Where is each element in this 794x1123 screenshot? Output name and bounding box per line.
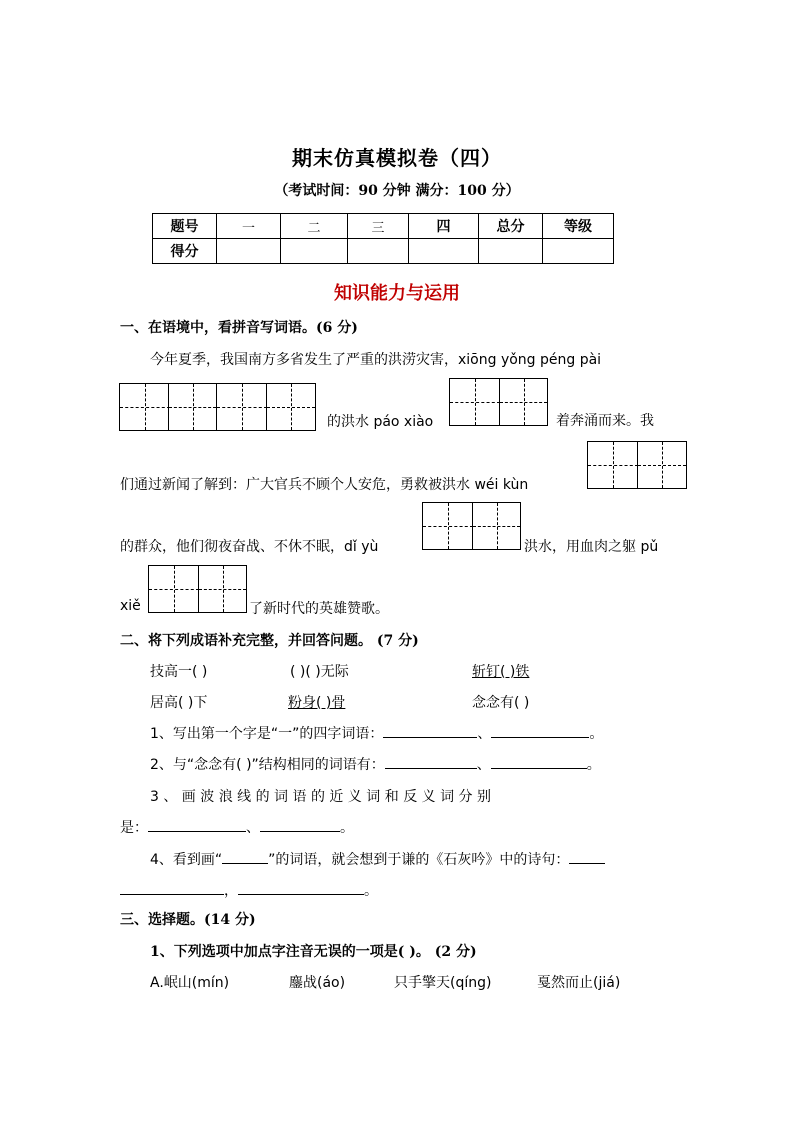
exam-subtitle: （考试时间：90 分钟 满分：100 分） <box>274 183 520 199</box>
answer-blank[interactable] <box>491 737 589 738</box>
table-cell: 得分 <box>153 239 217 264</box>
q3-heading: 三、选择题。(14 分) <box>120 912 256 928</box>
period: 。 <box>589 726 604 742</box>
separator: 、 <box>246 820 260 836</box>
pinyin-box-1b[interactable] <box>216 383 316 431</box>
q2-sub2-text: 2、与“念念有( )”结构相同的词语有： <box>150 757 385 773</box>
table-cell: 总分 <box>479 214 543 239</box>
answer-blank[interactable] <box>383 737 477 738</box>
score-cell[interactable] <box>409 239 479 264</box>
q2-sub4-text-a: 4、看到画“ <box>150 852 223 868</box>
q1-heading: 一、在语境中，看拼音写词语。(6 分) <box>120 320 358 336</box>
answer-blank[interactable] <box>120 894 224 895</box>
table-row <box>153 214 614 239</box>
q1-line4b: 洪水，用血肉之躯 pǔ <box>524 539 659 555</box>
section-title: 知识能力与运用 <box>334 283 460 304</box>
period: 。 <box>364 883 378 899</box>
q2-sub3b <box>120 817 354 837</box>
q2-sub4-line2 <box>120 880 378 900</box>
answer-blank[interactable] <box>569 863 605 864</box>
answer-blank[interactable] <box>385 768 477 769</box>
option-a[interactable]: A.岷山(mín) <box>150 975 230 991</box>
answer-blank[interactable] <box>222 863 268 864</box>
pinyin-box-5[interactable] <box>148 565 247 613</box>
table-cell: 一 <box>217 214 281 239</box>
pinyin-box-2[interactable] <box>449 378 548 426</box>
comma: ， <box>224 883 238 899</box>
q2-sub4-text-b: ”的词语，就会想到于谦的《石灰吟》中的诗句： <box>268 852 570 868</box>
separator: 、 <box>477 726 492 742</box>
idiom-2: ( )( )无际 <box>290 664 349 680</box>
q2-sub2 <box>150 754 601 774</box>
score-cell[interactable] <box>543 239 614 264</box>
score-table <box>152 213 614 264</box>
period: 。 <box>586 757 601 773</box>
answer-blank[interactable] <box>260 831 340 832</box>
option-a-item3[interactable]: 只手擎天(qíng) <box>394 975 492 991</box>
score-cell[interactable] <box>479 239 543 264</box>
exam-title: 期末仿真模拟卷（四） <box>292 146 502 170</box>
idiom-5: 粉身( )骨 <box>288 695 346 711</box>
pinyin-box-4[interactable] <box>422 502 521 550</box>
q2-sub1 <box>150 723 603 743</box>
idiom-1: 技高一( ) <box>150 664 208 680</box>
q3-question1: 1、下列选项中加点字注音无误的一项是( )。 (2 分) <box>150 944 477 960</box>
table-cell: 三 <box>348 214 409 239</box>
period: 。 <box>340 820 354 836</box>
answer-blank[interactable] <box>238 894 364 895</box>
q1-line3: 们通过新闻了解到：广大官兵不顾个人安危，勇救被洪水 wéi kùn <box>120 477 529 493</box>
option-a-item4[interactable]: 戛然而止(jiá) <box>537 975 621 991</box>
q1-line4a: 的群众，他们彻夜奋战、不休不眠，dǐ yù <box>120 539 379 555</box>
q1-line1: 今年夏季，我国南方多省发生了严重的洪涝灾害，xiōng yǒng péng pài <box>150 352 602 368</box>
separator: 、 <box>476 757 491 773</box>
q2-sub3b-text: 是： <box>120 820 148 836</box>
table-row <box>153 239 614 264</box>
answer-blank[interactable] <box>148 831 246 832</box>
table-cell: 等级 <box>543 214 614 239</box>
q1-line5b: 了新时代的英雄赞歌。 <box>249 601 389 617</box>
pinyin-box-1a[interactable] <box>119 383 217 431</box>
idiom-6: 念念有( ) <box>472 695 530 711</box>
q2-heading: 二、将下列成语补充完整，并回答问题。 (7 分) <box>120 633 419 649</box>
q2-sub4 <box>150 849 605 869</box>
q1-line2b: 着奔涌而来。我 <box>556 413 654 429</box>
idiom-3: 斩钉( )铁 <box>472 664 530 680</box>
q1-line2a: 的洪水 páo xiào <box>327 414 434 430</box>
q2-sub1-text: 1、写出第一个字是“一”的四字词语： <box>150 726 384 742</box>
q2-sub3: 3 、 画 波 浪 线 的 词 语 的 近 义 词 和 反 义 词 分 别 <box>150 789 492 805</box>
q1-line5a: xiě <box>120 598 141 614</box>
table-cell: 二 <box>281 214 348 239</box>
idiom-4: 居高( )下 <box>150 695 208 711</box>
pinyin-box-3[interactable] <box>587 441 687 489</box>
table-cell: 题号 <box>153 214 217 239</box>
table-cell: 四 <box>409 214 479 239</box>
option-a-item2[interactable]: 鏖战(áo) <box>289 975 346 991</box>
score-cell[interactable] <box>281 239 348 264</box>
score-cell[interactable] <box>348 239 409 264</box>
answer-blank[interactable] <box>491 768 587 769</box>
score-cell[interactable] <box>217 239 281 264</box>
